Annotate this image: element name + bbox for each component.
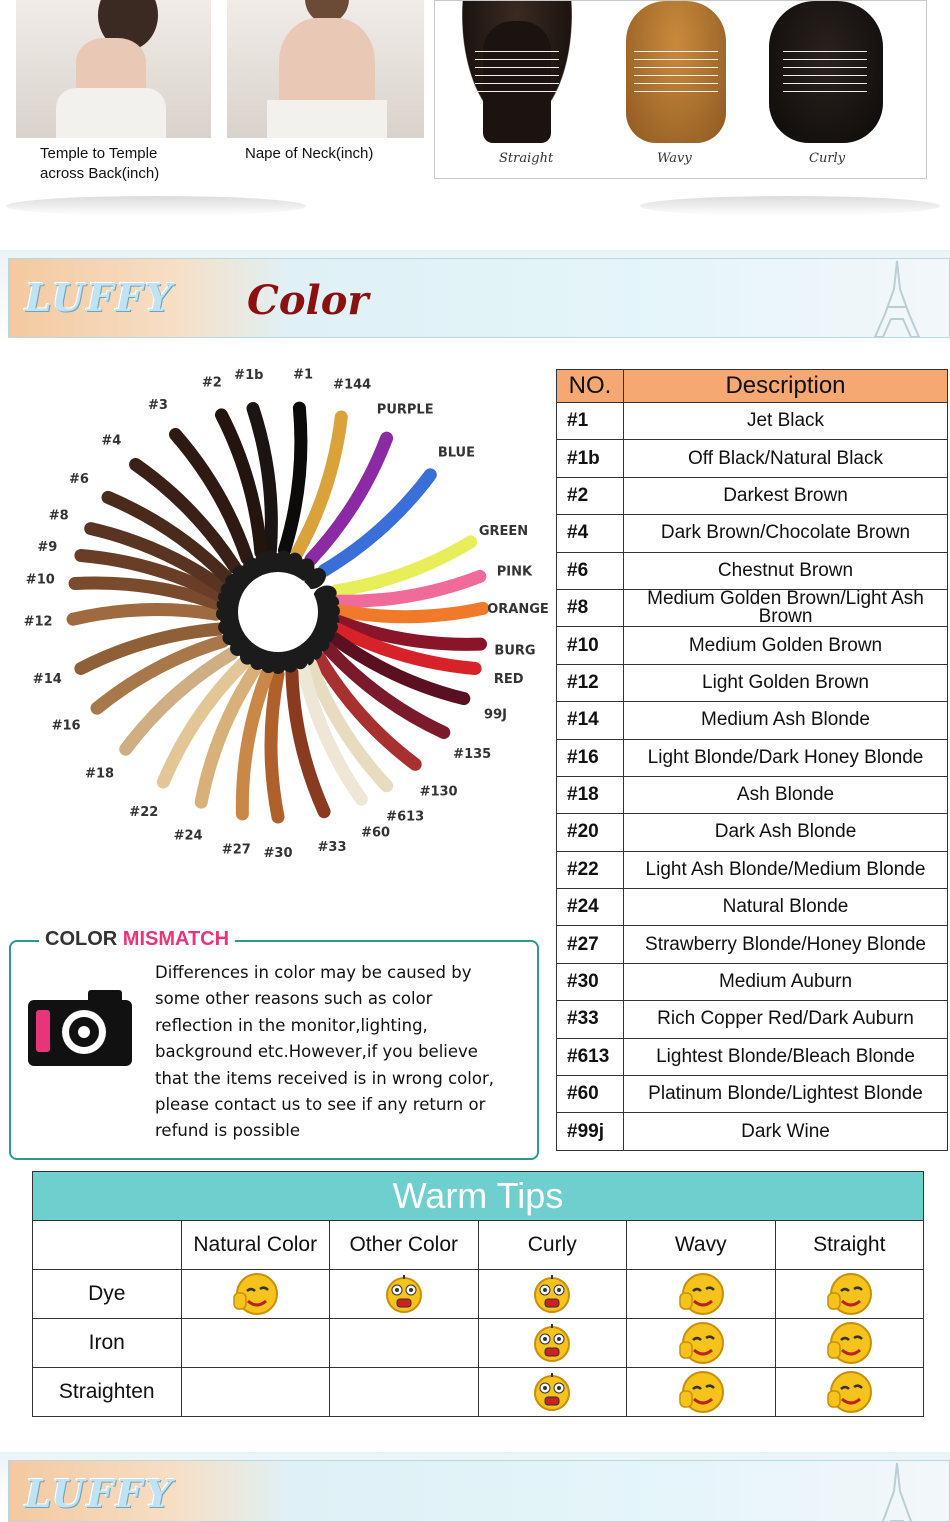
color-table-row [557,851,948,888]
header-no: NO. [557,370,624,403]
color-table-row [557,926,948,963]
swatch-label: #27 [221,842,251,858]
thumbs-up-smiley-icon [678,1369,724,1415]
thumbs-up-smiley-icon [826,1320,872,1366]
straight-label: Straight [499,151,554,166]
color-description: Darkest Brown [624,477,948,514]
swatch-label: #135 [453,747,492,763]
color-code: #20 [557,814,624,851]
color-description: Dark Brown/Chocolate Brown [624,515,948,552]
hair-swatch [271,674,278,817]
color-table-row [557,515,948,552]
swatch-label: #4 [101,433,122,449]
thumbs-up-smiley-icon [678,1271,724,1317]
length-marks [783,51,867,99]
warm-tips-row [33,1368,924,1417]
color-description: Medium Ash Blonde [624,702,948,739]
curly-hair-image [761,1,889,143]
tip-cell [330,1270,479,1319]
length-marks [634,51,718,99]
color-description: Light Blonde/Dark Honey Blonde [624,739,948,776]
wavy-label: Wavy [657,151,692,166]
temple-caption: Temple to Temple across Back(inch) [40,145,160,182]
tip-cell [627,1319,776,1368]
swatch-label: RED [493,672,524,688]
hair-swatch [340,608,483,616]
warm-tips-table [32,1171,924,1417]
warm-tips-row [33,1319,924,1368]
color-table-row [557,403,948,440]
row-label: Iron [33,1319,182,1368]
column-natural-color: Natural Color [181,1221,330,1270]
thumbs-up-smiley-icon [826,1271,872,1317]
color-code: #30 [557,963,624,1000]
curly-label: Curly [809,151,846,166]
column-other-color: Other Color [330,1221,479,1270]
wheel-hub [238,572,318,652]
color-table-row [557,627,948,664]
straight-hair-image [453,1,581,143]
color-table-row [557,589,948,626]
swatch-label: ORANGE [487,601,549,617]
color-table-row [557,477,948,514]
color-swatch-wheel [0,350,555,920]
camera-icon [28,990,132,1066]
tip-cell [775,1270,924,1319]
swatch-label: PURPLE [376,402,434,418]
section-title: Color [247,277,369,324]
hair-swatch [285,408,301,550]
color-table-row [557,814,948,851]
brand-logo: LUFFY [25,275,174,320]
thumbs-up-smiley-icon [232,1271,278,1317]
color-description: Platinum Blonde/Lightest Blonde [624,1076,948,1113]
color-table-row [557,664,948,701]
shocked-smiley-icon [381,1271,427,1317]
color-table-row [557,1001,948,1038]
color-description: Lightest Blonde/Bleach Blonde [624,1038,948,1075]
nape-caption: Nape of Neck(inch) [245,145,374,162]
thumbs-up-smiley-icon [678,1320,724,1366]
tip-cell [181,1319,330,1368]
color-description: Rich Copper Red/Dark Auburn [624,1001,948,1038]
row-label: Dye [33,1270,182,1319]
tip-cell [478,1368,627,1417]
swatch-label: #144 [333,377,372,393]
swatch-label: #2 [201,375,222,391]
column-wavy: Wavy [627,1221,776,1270]
row-label: Straighten [33,1368,182,1417]
color-code: #33 [557,1001,624,1038]
color-banner [0,250,950,342]
swatch-label: PINK [496,564,533,580]
divider-shadow [640,196,940,216]
color-code: #6 [557,552,624,589]
color-table-row [557,440,948,477]
color-table-row [557,889,948,926]
color-table-row [557,1113,948,1150]
swatch-label: #10 [25,572,55,588]
swatch-label: 99J [484,707,507,723]
nape-photo [227,0,424,138]
column-straight: Straight [775,1221,924,1270]
next-section-banner [0,1452,950,1516]
tip-cell [627,1368,776,1417]
swatch-label: #613 [386,809,425,825]
color-description: Light Golden Brown [624,664,948,701]
temple-photo [16,0,211,138]
swatch-label: #9 [37,539,58,555]
color-code: #2 [557,477,624,514]
color-code: #1b [557,440,624,477]
corner-cell [33,1221,182,1270]
color-description: Off Black/Natural Black [624,440,948,477]
warm-tips-row [33,1270,924,1319]
tip-cell [330,1368,479,1417]
color-description: Medium Golden Brown/Light Ash Brown [624,589,948,626]
eiffel-tower-icon [867,1461,927,1522]
color-table-row [557,1076,948,1113]
swatch-label: #14 [32,672,62,688]
swatch-label: #6 [69,471,89,487]
color-table-row [557,552,948,589]
color-description: Dark Wine [624,1113,948,1150]
color-table-row [557,963,948,1000]
swatch-label: #22 [129,805,159,820]
tip-cell [181,1368,330,1417]
color-code: #99j [557,1113,624,1150]
color-code: #18 [557,776,624,813]
color-table-row [557,776,948,813]
color-code: #1 [557,403,624,440]
swatch-label: #16 [51,718,81,734]
color-description: Chestnut Brown [624,552,948,589]
header-description: Description [624,370,948,403]
warm-tips-title: Warm Tips [33,1172,924,1221]
column-curly: Curly [478,1221,627,1270]
swatch-label: #3 [148,398,168,414]
mismatch-text: Differences in color may be caused by some other reasons such as color reflection in the monitor,lighting, background etc.However,if you believe that the items received is in wrong color, please contact us to see if any return or refund is possible [155,963,494,1141]
color-code: #12 [557,664,624,701]
color-code: #10 [557,627,624,664]
color-description: Medium Auburn [624,963,948,1000]
swatch-label: #1 [293,367,314,383]
color-code: #16 [557,739,624,776]
hair-length-chart [434,0,927,179]
divider-shadow [6,196,306,216]
swatch-label: #24 [173,828,203,844]
color-table-row [557,1038,948,1075]
shocked-smiley-icon [529,1320,575,1366]
swatch-label: #8 [48,508,69,524]
color-description: Medium Golden Brown [624,627,948,664]
tip-cell [478,1319,627,1368]
mismatch-title: COLOR MISMATCH [39,928,235,951]
color-description: Jet Black [624,403,948,440]
swatch-label: BLUE [437,445,475,461]
swatch-label: #33 [317,839,347,855]
swatch-label: #18 [85,766,115,782]
color-code: #22 [557,851,624,888]
color-code: #27 [557,926,624,963]
swatch-label: BURG [494,643,536,659]
color-code: #60 [557,1076,624,1113]
swatch-label: #12 [23,614,53,630]
color-code: #8 [557,589,624,626]
shocked-smiley-icon [529,1369,575,1415]
color-description: Natural Blonde [624,889,948,926]
color-mismatch-notice [9,928,539,1160]
wavy-hair-image [612,1,740,143]
color-code: #4 [557,515,624,552]
color-description: Ash Blonde [624,776,948,813]
color-table-row [557,702,948,739]
swatch-label: GREEN [478,523,529,539]
swatch-label: #60 [361,825,391,841]
thumbs-up-smiley-icon [826,1369,872,1415]
warm-tips-columns [33,1221,924,1270]
color-table-header [557,370,948,403]
color-code: #613 [557,1038,624,1075]
color-code: #14 [557,702,624,739]
tip-cell [775,1368,924,1417]
brand-logo: LUFFY [25,1471,174,1516]
color-code: #24 [557,889,624,926]
color-description: Strawberry Blonde/Honey Blonde [624,926,948,963]
hair-swatch [73,609,216,619]
swatch-label: #30 [263,846,293,861]
color-table [556,369,948,1151]
color-description: Light Ash Blonde/Medium Blonde [624,851,948,888]
swatch-label: #130 [419,784,458,800]
swatch-label: #1b [234,367,264,383]
eiffel-tower-icon [867,259,927,337]
tip-cell [627,1270,776,1319]
tip-cell [775,1319,924,1368]
shocked-smiley-icon [529,1271,575,1317]
color-description: Dark Ash Blonde [624,814,948,851]
tip-cell [181,1270,330,1319]
length-marks [475,51,559,99]
tip-cell [330,1319,479,1368]
color-table-row [557,739,948,776]
warm-tips-header [33,1172,924,1221]
tip-cell [478,1270,627,1319]
